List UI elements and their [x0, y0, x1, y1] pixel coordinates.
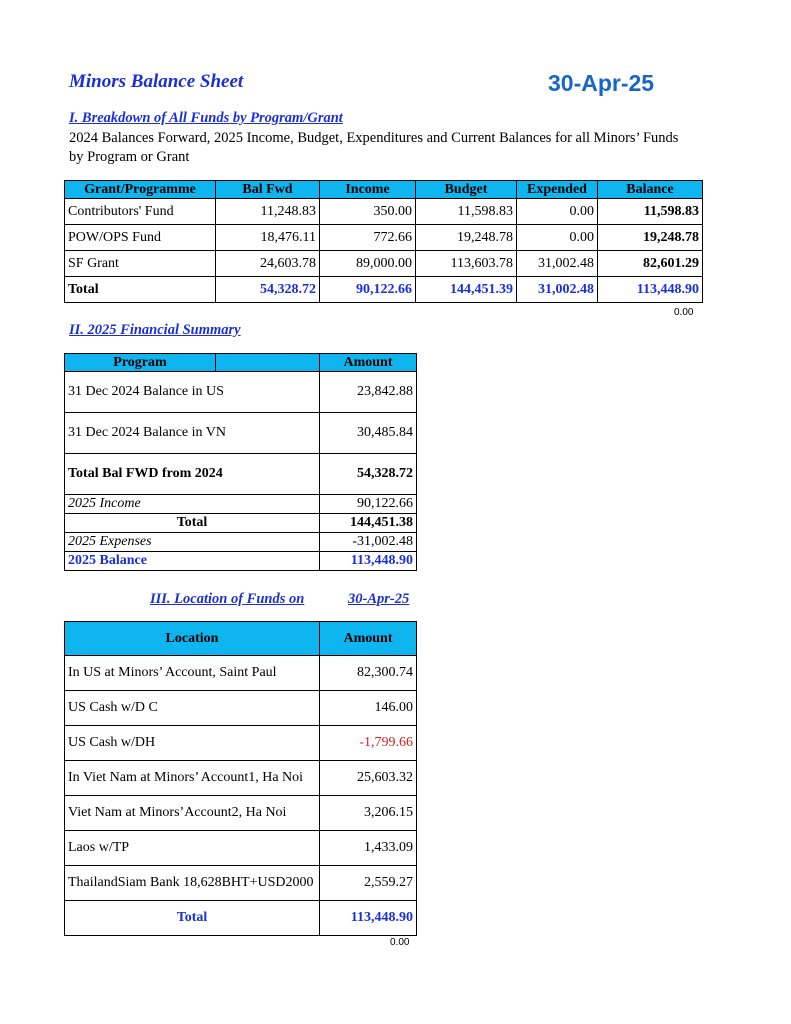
cell-total-budget: 144,451.39 [416, 277, 517, 303]
cell-location: US Cash w/DH [65, 726, 320, 761]
cell-amount: 25,603.32 [320, 761, 417, 796]
cell-income: 350.00 [320, 199, 416, 225]
cell-total-income: 90,122.66 [320, 277, 416, 303]
table-row [65, 454, 417, 495]
table-row [65, 225, 703, 251]
cell-amount: 23,842.88 [320, 372, 417, 413]
col-header: Budget [416, 181, 517, 199]
total-row [65, 277, 703, 303]
cell-balance: 19,248.78 [598, 225, 703, 251]
cell-amount: 54,328.72 [320, 454, 417, 495]
cell-budget: 19,248.78 [416, 225, 517, 251]
table-row [65, 372, 417, 413]
sheet-date: 30-Apr-25 [548, 70, 655, 96]
table-row [65, 866, 417, 901]
cell-expended: 0.00 [517, 225, 598, 251]
sheet-title: Minors Balance Sheet [69, 71, 244, 92]
cell-location: Viet Nam at Minors’Account2, Ha Noi [65, 796, 320, 831]
col-header: Expended [517, 181, 598, 199]
section1-check-value: 0.00 [674, 307, 694, 318]
cell-program: 2025 Expenses [65, 533, 320, 552]
cell-total-balfwd: 54,328.72 [216, 277, 320, 303]
section3-check-value: 0.00 [390, 937, 410, 948]
col-header-blank [216, 354, 320, 372]
table-row [65, 796, 417, 831]
cell-location: ThailandSiam Bank 18,628BHT+USD2000 [65, 866, 320, 901]
section1-heading: I. Breakdown of All Funds by Program/Grant [69, 110, 343, 126]
cell-amount: 2,559.27 [320, 866, 417, 901]
cell-amount: 90,122.66 [320, 495, 417, 514]
total-row [65, 901, 417, 936]
cell-amount: 82,300.74 [320, 656, 417, 691]
cell-expended: 0.00 [517, 199, 598, 225]
col-header: Amount [320, 354, 417, 372]
col-header: Location [65, 622, 320, 656]
cell-budget: 11,598.83 [416, 199, 517, 225]
col-header: Program [65, 354, 216, 372]
cell-expended: 31,002.48 [517, 251, 598, 277]
cell-location: In US at Minors’ Account, Saint Paul [65, 656, 320, 691]
cell-program: 2025 Balance [65, 552, 320, 571]
location-of-funds-table [64, 621, 417, 936]
funds-breakdown-table [64, 180, 703, 303]
cell-balance: 82,601.29 [598, 251, 703, 277]
cell-amount: 3,206.15 [320, 796, 417, 831]
table-row [65, 533, 417, 552]
table-row [65, 413, 417, 454]
cell-program: Contributors' Fund [65, 199, 216, 225]
section1-description: 2024 Balances Forward, 2025 Income, Budget, Expenditures and Current Balances for all Minors’ Funds by Program or Grant [69, 130, 679, 165]
table-row [65, 656, 417, 691]
section2-heading: II. 2025 Financial Summary [69, 322, 241, 338]
cell-amount: 146.00 [320, 691, 417, 726]
cell-total-label: Total [65, 901, 320, 936]
cell-balance: 11,598.83 [598, 199, 703, 225]
table-row [65, 251, 703, 277]
cell-amount: 1,433.09 [320, 831, 417, 866]
section3-date: 30-Apr-25 [348, 591, 410, 607]
cell-amount: 30,485.84 [320, 413, 417, 454]
col-header: Bal Fwd [216, 181, 320, 199]
col-header: Balance [598, 181, 703, 199]
cell-balfwd: 24,603.78 [216, 251, 320, 277]
table-row [65, 199, 703, 225]
section3-heading: III. Location of Funds on [150, 591, 305, 607]
cell-location: US Cash w/D C [65, 691, 320, 726]
table-row [65, 552, 417, 571]
cell-amount: 144,451.38 [320, 514, 417, 533]
table-row [65, 761, 417, 796]
cell-program: POW/OPS Fund [65, 225, 216, 251]
cell-balfwd: 11,248.83 [216, 199, 320, 225]
table-row [65, 691, 417, 726]
table-header-row [65, 354, 417, 372]
cell-amount: -31,002.48 [320, 533, 417, 552]
table-row [65, 514, 417, 533]
col-header: Grant/Programme [65, 181, 216, 199]
table-row [65, 726, 417, 761]
table-header-row [65, 181, 703, 199]
cell-program: SF Grant [65, 251, 216, 277]
table-row [65, 495, 417, 514]
cell-amount: 113,448.90 [320, 552, 417, 571]
cell-total-amount: 113,448.90 [320, 901, 417, 936]
cell-balfwd: 18,476.11 [216, 225, 320, 251]
cell-amount: -1,799.66 [320, 726, 417, 761]
col-header: Amount [320, 622, 417, 656]
cell-program: 31 Dec 2024 Balance in US [65, 372, 320, 413]
cell-program: 2025 Income [65, 495, 320, 514]
cell-program: 31 Dec 2024 Balance in VN [65, 413, 320, 454]
cell-total-expended: 31,002.48 [517, 277, 598, 303]
cell-program: Total [65, 514, 320, 533]
table-header-row [65, 622, 417, 656]
cell-program: Total Bal FWD from 2024 [65, 454, 320, 495]
cell-income: 772.66 [320, 225, 416, 251]
cell-total-label: Total [65, 277, 216, 303]
cell-location: Laos w/TP [65, 831, 320, 866]
table-row [65, 831, 417, 866]
cell-location: In Viet Nam at Minors’ Account1, Ha Noi [65, 761, 320, 796]
cell-budget: 113,603.78 [416, 251, 517, 277]
financial-summary-table [64, 353, 417, 571]
col-header: Income [320, 181, 416, 199]
cell-income: 89,000.00 [320, 251, 416, 277]
cell-total-balance: 113,448.90 [598, 277, 703, 303]
